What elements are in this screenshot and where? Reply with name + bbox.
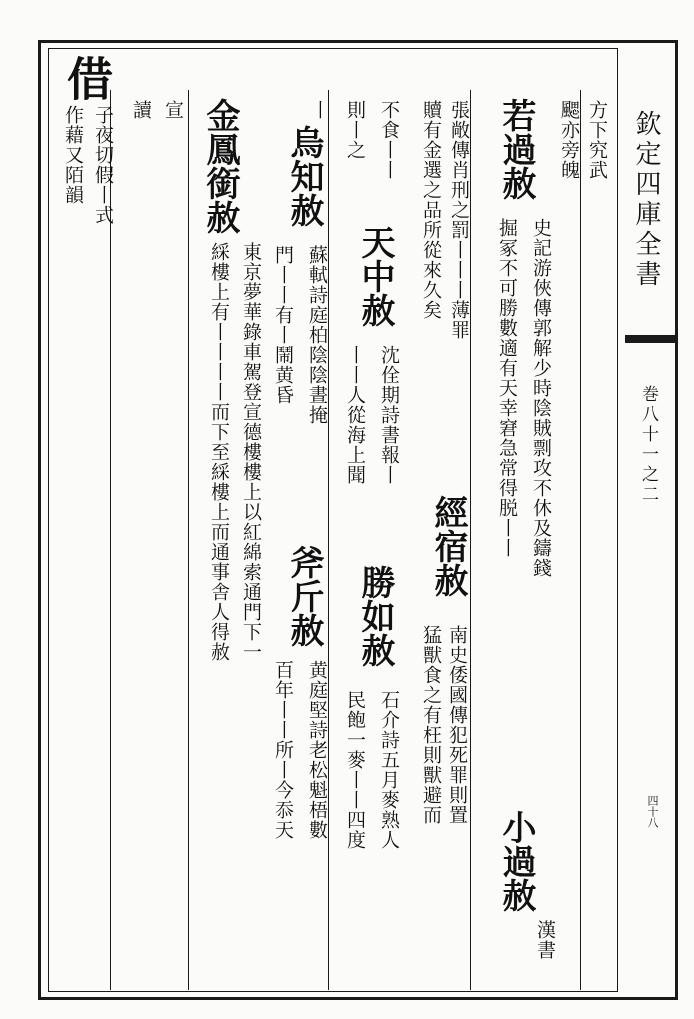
volume-label: 巻八十一之二: [638, 385, 658, 505]
entry-head-char: 借: [60, 55, 114, 102]
column-rule: [580, 90, 581, 990]
text-column: 綵樓上有丨丨丨丨而下至綵樓上而通事舎人得赦: [208, 242, 230, 662]
text-column: 則丨之: [344, 100, 366, 160]
column-rule: [470, 90, 471, 990]
text-column: 丨: [308, 100, 330, 120]
entry-term: 若過赦: [496, 98, 536, 200]
entry-term: 金鳳銜赦: [200, 98, 240, 234]
text-column: 石介詩五月麥熟人: [378, 690, 400, 850]
page-number: 四十八: [646, 795, 659, 828]
text-column: 百年丨丨所丨今忝天: [272, 660, 294, 840]
entry-term: 勝如赦: [355, 565, 395, 667]
text-column: 贖有金選之品所從來久矣: [420, 100, 442, 320]
fish-tail-mark: [625, 335, 675, 375]
book-title: 欽定四庫全書: [631, 110, 661, 290]
column-rule: [188, 90, 189, 990]
text-column: 東京夢華錄車駕登宣德樓樓上以紅綿索通門下一: [240, 242, 262, 662]
entry-term: 小過赦: [496, 810, 536, 912]
text-column: 漢書: [534, 920, 556, 960]
text-column: 南史倭國傳犯死罪則置: [446, 625, 468, 825]
text-column: 張敞傳肖刑之罰丨丨丨薄罪: [448, 100, 470, 340]
text-column: 沈佺期詩書報丨: [378, 345, 400, 485]
entry-term: 天中赦: [355, 225, 395, 327]
text-column: 民飽一麥丨丨四度: [344, 690, 366, 850]
text-column: 讀: [130, 100, 152, 120]
column-rule: [110, 90, 111, 990]
text-column: 蘇軾詩庭柏陰陰晝掩: [306, 245, 328, 425]
text-column: 史記游俠傳郭解少時陰賊剽攻不休及鑄錢: [530, 218, 552, 578]
text-column: 門丨丨有丨鬧黄昏: [272, 245, 294, 405]
text-column: 猛獸食之有枉則獸避而: [420, 625, 442, 825]
gloss-column: 作藉又陌韻: [62, 105, 84, 205]
text-column: 宣: [162, 100, 184, 120]
entry-term: 經宿赦: [428, 495, 468, 597]
text-column: 丨丨人從海上聞: [344, 345, 366, 485]
entry-term: 斧斤赦: [284, 545, 324, 647]
column-rule: [328, 90, 329, 990]
text-column: 不食丨丨: [378, 100, 400, 180]
gloss-column: 子夜切假丨式: [92, 105, 114, 225]
text-column: 颸亦旁魄: [558, 100, 580, 180]
text-column: 方下究武: [586, 100, 608, 180]
text-column: 掘冢不可勝數適有天幸窘急常得脱丨丨: [496, 218, 518, 558]
text-column: 黄庭堅詩老松魁梧數: [306, 660, 328, 840]
entry-term: 烏知赦: [284, 125, 324, 227]
